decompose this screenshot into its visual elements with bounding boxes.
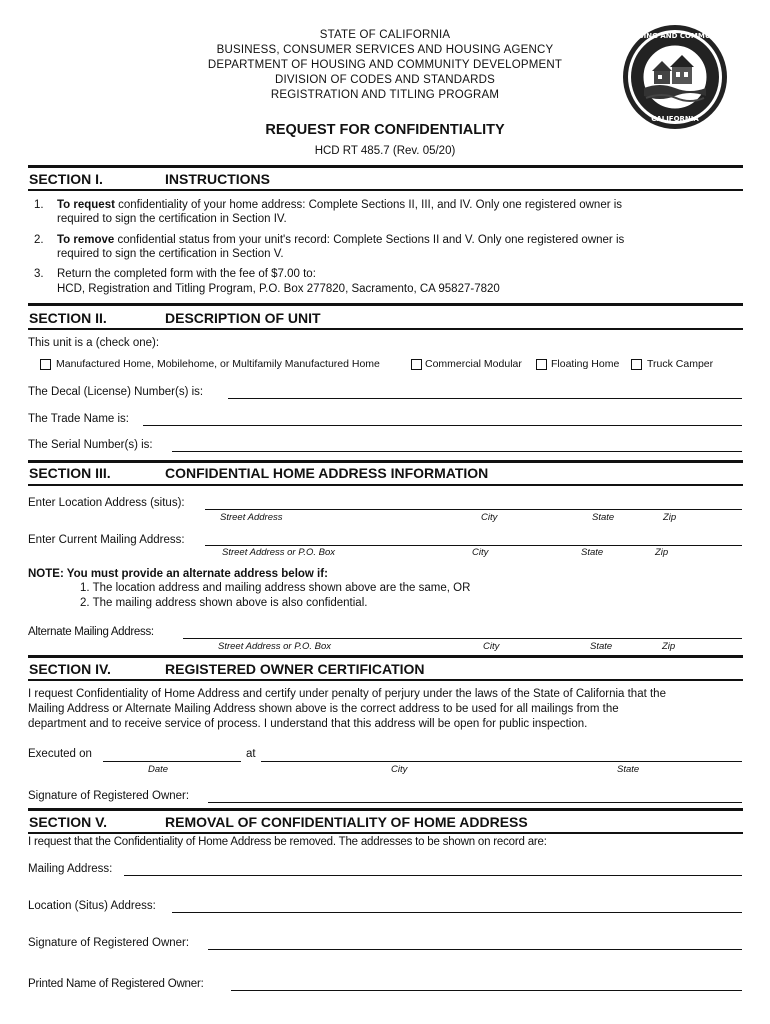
printed-name-label: Printed Name of Registered Owner: [28, 978, 204, 990]
hcd-seal-logo [620, 22, 730, 132]
checkbox-manufactured-home[interactable] [40, 359, 51, 370]
note-item: 2. The mailing address shown above is also confidential. [80, 597, 368, 609]
caption-state: State [617, 764, 640, 775]
section-divider [28, 328, 743, 330]
caption-state: State [581, 547, 604, 558]
section-1-title: INSTRUCTIONS [165, 171, 270, 187]
owner-signature-field[interactable] [208, 802, 742, 803]
caption-state: State [590, 641, 613, 652]
section-divider [28, 460, 743, 463]
section-2-title: DESCRIPTION OF UNIT [165, 310, 321, 326]
section-3-number: SECTION III. [29, 465, 111, 481]
printed-name-field[interactable] [231, 990, 742, 991]
instruction-number: 1. [34, 199, 44, 211]
instruction-item [57, 234, 624, 246]
certification-text: I request Confidentiality of Home Address and certify under penalty of perjury under the laws of the State of California that the [28, 688, 666, 700]
owner-signature-label: Signature of Registered Owner: [28, 790, 190, 802]
svg-text:HOUSING AND COMMUNITY: HOUSING AND COMMUNITY [621, 32, 729, 40]
section-divider [28, 655, 743, 658]
section-divider [28, 189, 743, 191]
serial-number-label: The Serial Number(s) is: [28, 439, 153, 451]
trade-name-label: The Trade Name is: [28, 413, 129, 425]
section-2-number: SECTION II. [29, 310, 107, 326]
removal-mailing-field[interactable] [124, 875, 742, 876]
instruction-text-cont: required to sign the certification in Section V. [57, 248, 284, 260]
section-divider [28, 484, 743, 486]
checkbox-floating-home[interactable] [536, 359, 547, 370]
caption-zip: Zip [662, 641, 676, 652]
agency-name: BUSINESS, CONSUMER SERVICES AND HOUSING AGENCY [216, 44, 554, 56]
alternate-address-field[interactable] [183, 638, 742, 639]
agency-state: STATE OF CALIFORNIA [319, 29, 451, 41]
section-5-title: REMOVAL OF CONFIDENTIALITY OF HOME ADDRESS [165, 814, 528, 830]
caption-street: Street Address or P.O. Box [218, 641, 331, 652]
executed-date-field[interactable] [103, 761, 241, 762]
note-heading: NOTE: You must provide an alternate address below if: [28, 568, 328, 580]
decal-number-field[interactable] [228, 398, 742, 399]
executed-location-field[interactable] [261, 761, 742, 762]
instruction-bold: To remove [57, 234, 115, 246]
program-name: REGISTRATION AND TITLING PROGRAM [270, 89, 500, 101]
svg-text:CALIFORNIA: CALIFORNIA [651, 115, 699, 123]
location-address-field[interactable] [205, 509, 742, 510]
division-name: DIVISION OF CODES AND STANDARDS [274, 74, 496, 86]
department-name: DEPARTMENT OF HOUSING AND COMMUNITY DEVELOPMENT [207, 59, 563, 71]
removal-signature-label: Signature of Registered Owner: [28, 937, 190, 949]
location-address-label: Enter Location Address (situs): [28, 497, 185, 509]
note-item: 1. The location address and mailing address shown above are the same, OR [80, 582, 471, 594]
instruction-text-cont: required to sign the certification in Section IV. [57, 213, 287, 225]
option-truck-camper: Truck Camper [647, 358, 714, 370]
instruction-number: 2. [34, 234, 44, 246]
instruction-item [57, 199, 622, 211]
instruction-bold: To request [57, 199, 115, 211]
certification-text: department and to receive service of process. I understand that this address will be open for public inspection. [28, 718, 588, 730]
instruction-text: Return the completed form with the fee of $7.00 to: [57, 268, 316, 280]
section-3-title: CONFIDENTIAL HOME ADDRESS INFORMATION [165, 465, 489, 481]
checkbox-commercial-modular[interactable] [411, 359, 422, 370]
instruction-text: confidential status from your unit's record: Complete Sections II and V. Only one registered owner is [114, 234, 625, 246]
instruction-text-cont: HCD, Registration and Titling Program, P.O. Box 277820, Sacramento, CA 95827-7820 [57, 283, 500, 295]
caption-city: City [472, 547, 489, 558]
section-5-number: SECTION V. [29, 814, 108, 830]
option-commercial-modular: Commercial Modular [425, 358, 522, 370]
form-title: REQUEST FOR CONFIDENTIALITY [265, 122, 505, 138]
section-4-title: REGISTERED OWNER CERTIFICATION [165, 661, 425, 677]
caption-city: City [483, 641, 500, 652]
removal-intro: I request that the Confidentiality of Home Address be removed. The addresses to be shown on record are: [28, 836, 547, 848]
decal-number-label: The Decal (License) Number(s) is: [28, 386, 204, 398]
caption-state: State [592, 512, 615, 523]
mailing-address-field[interactable] [205, 545, 742, 546]
caption-city: City [481, 512, 498, 523]
caption-zip: Zip [663, 512, 677, 523]
option-manufactured-home: Manufactured Home, Mobilehome, or Multifamily Manufactured Home [56, 358, 380, 370]
caption-zip: Zip [655, 547, 669, 558]
at-label: at [246, 748, 256, 760]
section-divider [28, 808, 743, 811]
caption-street: Street Address or P.O. Box [222, 547, 335, 558]
option-floating-home: Floating Home [551, 358, 620, 370]
executed-on-label: Executed on [28, 748, 92, 760]
checkbox-truck-camper[interactable] [631, 359, 642, 370]
trade-name-field[interactable] [143, 425, 742, 426]
removal-location-field[interactable] [172, 912, 742, 913]
section-divider [28, 165, 743, 168]
serial-number-field[interactable] [172, 451, 742, 452]
form-code: HCD RT 485.7 (Rev. 05/20) [314, 145, 456, 157]
alternate-address-label: Alternate Mailing Address: [28, 626, 154, 638]
section-divider [28, 832, 743, 834]
caption-city: City [391, 764, 408, 775]
instruction-text: confidentiality of your home address: Complete Sections II, III, and IV. Only one registered owner is [114, 199, 623, 211]
section-4-number: SECTION IV. [29, 661, 111, 677]
certification-text: Mailing Address or Alternate Mailing Address shown above is the correct address to be used for all mailings from the [28, 703, 619, 715]
mailing-address-label: Enter Current Mailing Address: [28, 534, 185, 546]
section-divider [28, 679, 743, 681]
section-divider [28, 303, 743, 306]
caption-date: Date [148, 764, 169, 775]
unit-type-prompt: This unit is a (check one): [28, 337, 160, 349]
caption-street: Street Address [220, 512, 283, 523]
instruction-number: 3. [34, 268, 44, 280]
section-1-number: SECTION I. [29, 171, 103, 187]
removal-mailing-label: Mailing Address: [28, 863, 113, 875]
removal-signature-field[interactable] [208, 949, 742, 950]
removal-location-label: Location (Situs) Address: [28, 900, 156, 912]
